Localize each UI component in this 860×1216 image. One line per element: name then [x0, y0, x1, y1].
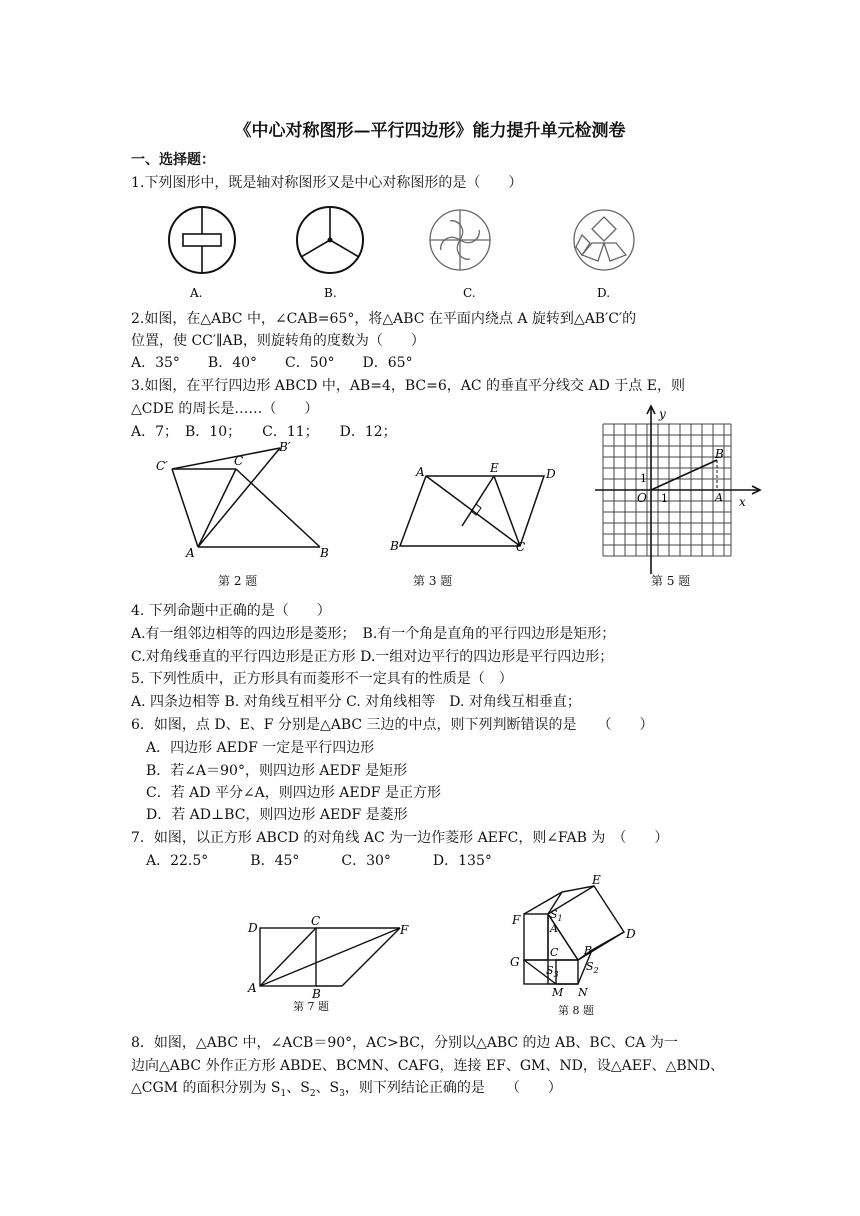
- question-1: 1.下列图形中，既是轴对称图形又是中心对称图形的是（ ）: [131, 175, 523, 191]
- q1-figure-c: [430, 210, 490, 270]
- q8-label-n: N: [578, 986, 588, 999]
- question-4-options-1: A.有一组邻边相等的四边形是菱形； B.有一个角是直角的平行四边形是矩形；: [131, 626, 616, 642]
- q7-label-f: F: [400, 923, 409, 937]
- q5-label-x: x: [739, 495, 746, 509]
- caption-q8: 第 8 题: [558, 1004, 594, 1017]
- q5-label-y: y: [659, 407, 666, 421]
- caption-q2: 第 2 题: [218, 574, 258, 588]
- q1-figure-b: [297, 207, 363, 273]
- q8-label-s1: $S_1$: [550, 908, 563, 923]
- q5-label-one-y: 1: [640, 472, 647, 485]
- q1-option-c: C.: [463, 286, 476, 300]
- question-6-option-d: D．若 AD⊥BC，则四边形 AEDF 是菱形: [146, 807, 408, 823]
- q8-label-f: F: [512, 913, 521, 927]
- question-3-line-1: 3.如图，在平行四边形 ABCD 中，AB=4，BC=6，AC 的垂直平分线交 AD 于点 E，则: [131, 378, 685, 394]
- question-8-line-1: 8．如图，△ABC 中，∠ACB＝90°，AC>BC，分别以△ABC 的边 AB、BC、CA 为一: [131, 1035, 678, 1051]
- question-5: 5. 下列性质中，正方形具有而菱形不一定具有的性质是（ ）: [131, 671, 513, 687]
- q8-label-m: M: [552, 986, 564, 999]
- figure-q8: [506, 874, 646, 1000]
- q3-label-a: A: [416, 465, 425, 479]
- q2-label-b: B: [320, 546, 329, 560]
- q1-figure-a: [169, 207, 235, 273]
- q8-label-g: G: [510, 955, 520, 969]
- q7-label-c: C: [311, 914, 321, 928]
- question-7: 7．如图，以正方形 ABCD 的对角线 AC 为一边作菱形 AEFC，则∠FAB 为 （ ）: [131, 830, 669, 846]
- q7-label-d: D: [248, 921, 258, 935]
- q8-label-b: B: [584, 944, 593, 957]
- q8-label-a: A: [550, 922, 558, 935]
- figure-q5-grid: [595, 404, 770, 576]
- figure-q7: [244, 914, 414, 998]
- q8-label-s3: $S_3$: [546, 964, 559, 979]
- question-2-line-2: 位置，使 CC′∥AB，则旋转角的度数为（ ）: [131, 333, 425, 349]
- q3-label-b: B: [390, 539, 399, 553]
- q1-option-d: D.: [597, 286, 611, 300]
- q2-label-b1: B′: [279, 440, 291, 454]
- q5-label-o: O: [637, 491, 647, 505]
- q8-label-c: C: [550, 946, 559, 959]
- q7-label-b: B: [312, 987, 321, 998]
- q1-figure-d: [574, 210, 634, 270]
- caption-q7: 第 7 题: [293, 1000, 329, 1013]
- q7-label-a: A: [248, 981, 257, 995]
- q5-label-a: A: [715, 491, 723, 504]
- question-5-options: A. 四条边相等 B. 对角线互相平分 C. 对角线相等 D. 对角线互相垂直；: [131, 694, 581, 710]
- question-8-line-3: △CGM 的面积分别为 $S_1$、$S_2$、$S_3$，则下列结论正确的是 （ ）: [131, 1080, 562, 1099]
- question-3-options: A．7； B．10； C．11； D．12；: [131, 424, 397, 440]
- q2-label-a: A: [186, 546, 195, 560]
- q3-label-c: C: [516, 540, 526, 554]
- q3-label-e: E: [490, 461, 499, 475]
- q1-option-b: B.: [324, 286, 337, 300]
- section-heading: 一、选择题：: [131, 152, 215, 168]
- question-7-options: A．22.5° B．45° C．30° D．135°: [146, 853, 492, 869]
- q1-figures: [150, 205, 650, 315]
- q5-label-one-x: 1: [661, 492, 668, 505]
- q2-label-c1: C′: [156, 459, 168, 473]
- question-6: 6．如图，点 D、E、F 分别是△ABC 三边的中点，则下列判断错误的是 （ ）: [131, 717, 654, 733]
- question-3-line-2: △CDE 的周长是……（ ）: [131, 401, 319, 417]
- question-4: 4. 下列命题中正确的是（ ）: [131, 603, 331, 619]
- question-6-option-b: B．若∠A＝90°，则四边形 AEDF 是矩形: [146, 763, 408, 779]
- q1-option-a: A.: [190, 286, 203, 300]
- page-title: 《中心对称图形—平行四边形》能力提升单元检测卷: [234, 121, 626, 141]
- question-2-line-1: 2.如图，在△ABC 中，∠CAB=65°，将△ABC 在平面内绕点 A 旋转到△AB′C′的: [131, 311, 637, 327]
- question-6-option-c: C．若 AD 平分∠A，则四边形 AEDF 是正方形: [146, 785, 441, 801]
- q8-label-e: E: [592, 874, 601, 887]
- q5-label-b: B: [715, 447, 724, 461]
- question-2-options: A．35° B．40° C．50° D．65°: [131, 355, 413, 371]
- figure-q3: [384, 460, 564, 560]
- caption-q5: 第 5 题: [651, 574, 691, 588]
- q2-label-c: C: [234, 454, 244, 468]
- question-4-options-2: C.对角线垂直的平行四边形是正方形 D.一组对边平行的四边形是平行四边形；: [131, 649, 614, 665]
- figure-q2: [150, 436, 340, 566]
- caption-q3: 第 3 题: [413, 574, 453, 588]
- q3-label-d: D: [546, 467, 556, 481]
- question-6-option-a: A．四边形 AEDF 一定是平行四边形: [146, 740, 375, 756]
- q8-label-d: D: [626, 927, 636, 941]
- q8-label-s2: $S_2$: [586, 960, 599, 975]
- question-8-line-2: 边向△ABC 外作正方形 ABDE、BCMN、CAFG，连接 EF、GM、ND，设△AEF、△BND、: [131, 1058, 725, 1074]
